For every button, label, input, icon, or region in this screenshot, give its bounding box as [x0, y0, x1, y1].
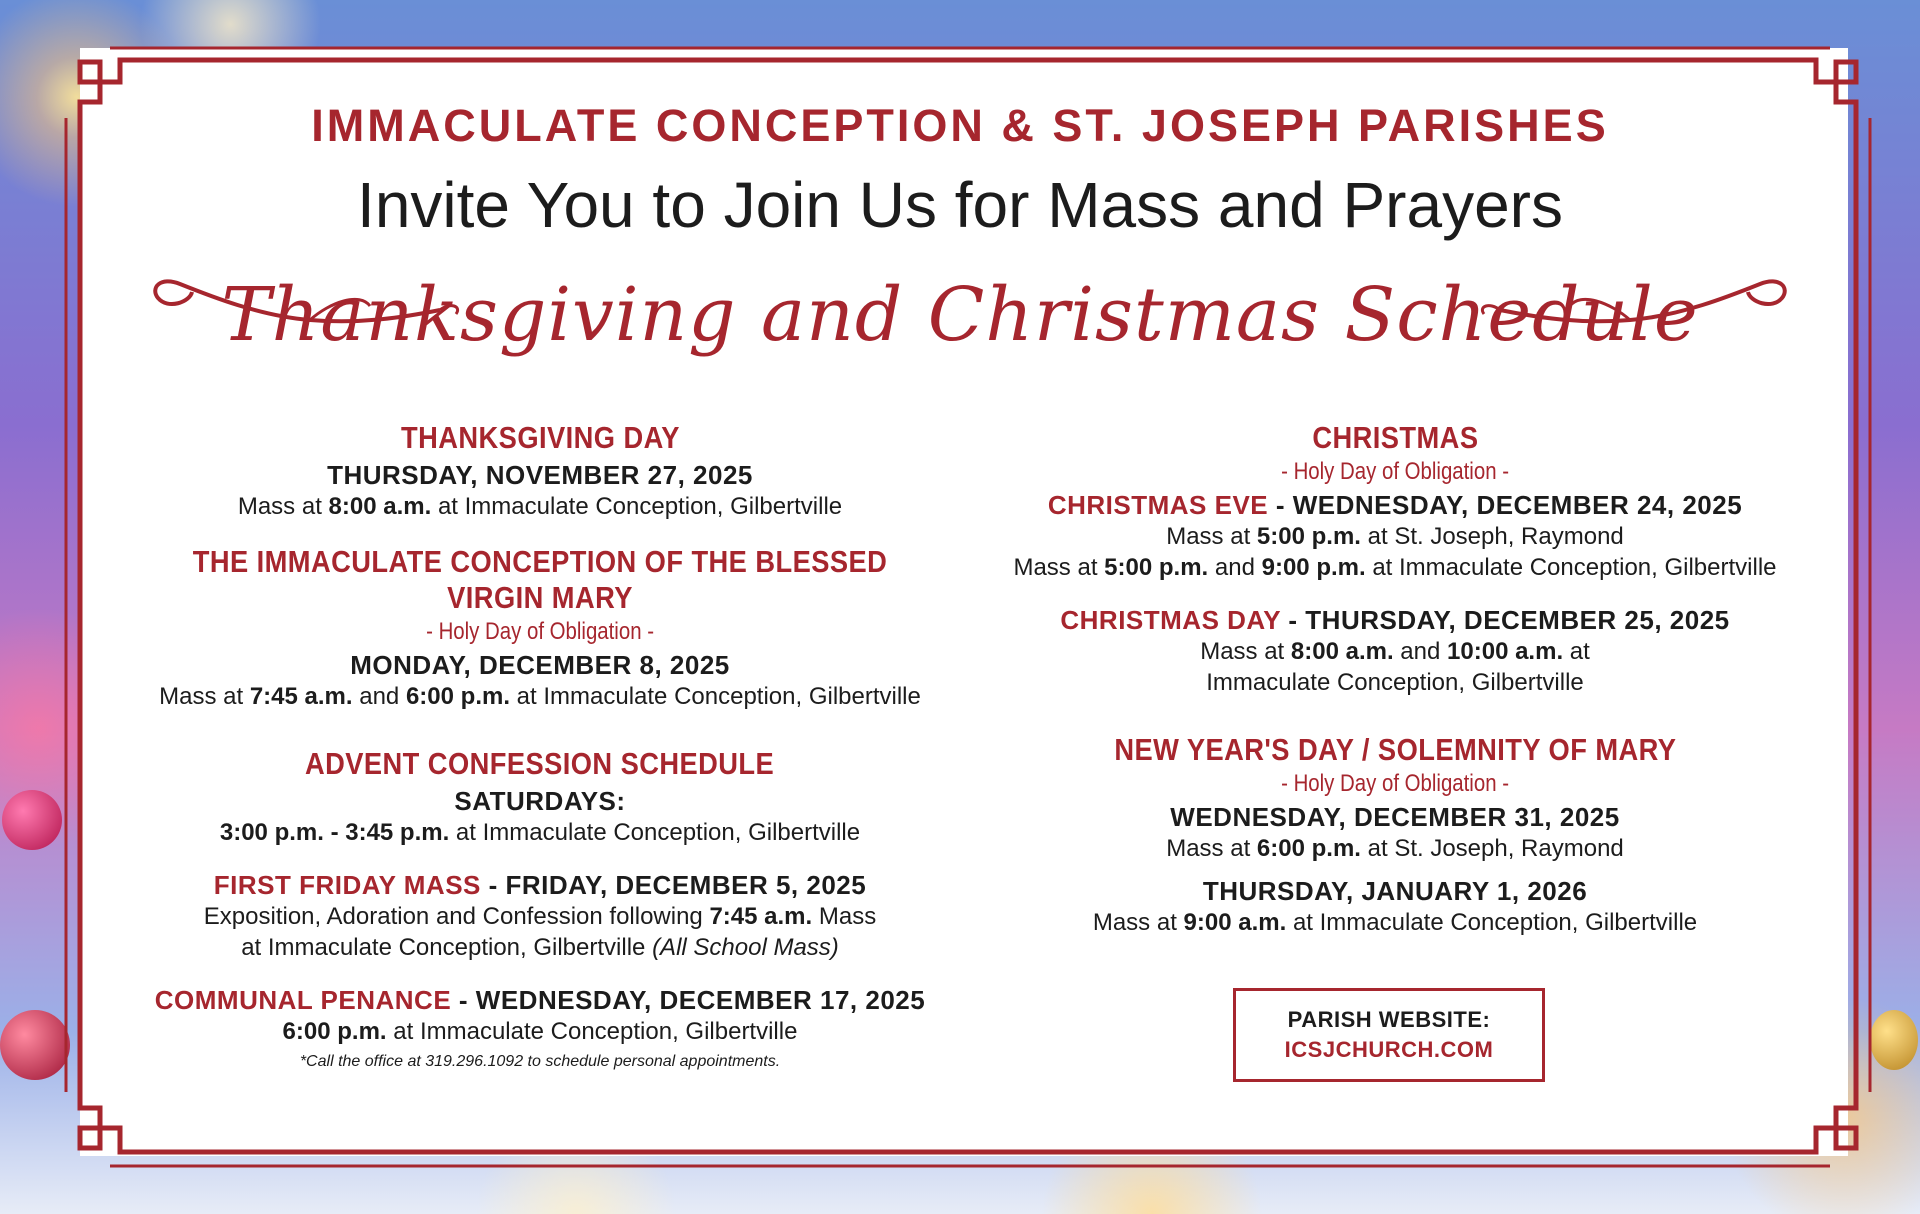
- section-heading-line: CHRISTMAS DAY - THURSDAY, DECEMBER 25, 2025: [1060, 605, 1730, 635]
- holy-day-label: - Holy Day of Obligation -: [1281, 770, 1509, 797]
- section-date: SATURDAYS:: [454, 786, 626, 816]
- mass-time-line: Mass at 8:00 a.m. and 10:00 a.m. at: [1200, 638, 1590, 665]
- mass-time-line: Mass at 5:00 p.m. and 9:00 p.m. at Immaculate Conception, Gilbertville: [1013, 554, 1777, 581]
- section-heading: THANKSGIVING DAY: [400, 420, 680, 455]
- detail-line: at Immaculate Conception, Gilbertville (All School Mass): [241, 934, 839, 961]
- section-heading-line: CHRISTMAS EVE - WEDNESDAY, DECEMBER 24, 2025: [1047, 490, 1743, 520]
- mass-time-line: Mass at 7:45 a.m. and 6:00 p.m. at Immaculate Conception, Gilbertville: [159, 683, 921, 710]
- script-title: Thanksgiving and Christmas Schedule: [221, 272, 1699, 358]
- section-date: MONDAY, DECEMBER 8, 2025: [350, 650, 730, 680]
- section-heading-line: COMMUNAL PENANCE - WEDNESDAY, DECEMBER 17, 2025: [154, 985, 926, 1015]
- detail-line: 6:00 p.m. at Immaculate Conception, Gilbertville: [282, 1018, 798, 1045]
- parish-website-box: [1233, 988, 1545, 1082]
- advent-confession-section: [110, 746, 970, 848]
- ornament-ball: [0, 1010, 70, 1080]
- section-date: THURSDAY, JANUARY 1, 2026: [1202, 876, 1588, 906]
- christmas-day-section: [975, 605, 1815, 698]
- christmas-section: [975, 420, 1815, 486]
- website-label: PARISH WEBSITE:: [1287, 1007, 1491, 1032]
- immaculate-conception-section: [110, 544, 970, 712]
- parish-names: IMMACULATE CONCEPTION & ST. JOSEPH PARISHES: [311, 100, 1609, 151]
- invite-line: Invite You to Join Us for Mass and Prayers: [357, 169, 1563, 241]
- right-column: [975, 420, 1815, 960]
- section-heading: NEW YEAR'S DAY / SOLEMNITY OF MARY: [1113, 732, 1677, 767]
- holy-day-label: - Holy Day of Obligation -: [1281, 458, 1509, 485]
- mass-time-line: Mass at 6:00 p.m. at St. Joseph, Raymond: [1166, 835, 1624, 862]
- section-date: WEDNESDAY, DECEMBER 31, 2025: [1170, 802, 1620, 832]
- section-heading: ADVENT CONFESSION SCHEDULE: [305, 746, 775, 781]
- holy-day-label: - Holy Day of Obligation -: [426, 618, 654, 645]
- confession-time-line: 3:00 p.m. - 3:45 p.m. at Immaculate Conception, Gilbertville: [219, 819, 861, 846]
- mass-time-line: Mass at 9:00 a.m. at Immaculate Conception, Gilbertville: [1092, 909, 1698, 936]
- section-heading-line: FIRST FRIDAY MASS - FRIDAY, DECEMBER 5, 2025: [213, 870, 867, 900]
- section-heading: CHRISTMAS: [1311, 420, 1479, 455]
- thanksgiving-section: [110, 420, 970, 522]
- communal-penance-section: [110, 985, 970, 1071]
- new-years-section: [975, 732, 1815, 938]
- ornament-ball: [2, 790, 62, 850]
- first-friday-section: [110, 870, 970, 963]
- section-heading: THE IMMACULATE CONCEPTION OF THE BLESSED VIRGIN MARY: [192, 544, 888, 615]
- detail-line: Exposition, Adoration and Confession following 7:45 a.m. Mass: [203, 903, 877, 930]
- christmas-eve-section: [975, 490, 1815, 583]
- left-column: [110, 420, 970, 1093]
- ornament-ball: [1870, 1010, 1918, 1070]
- section-date: THURSDAY, NOVEMBER 27, 2025: [327, 460, 753, 490]
- mass-time-line: Mass at 5:00 p.m. at St. Joseph, Raymond: [1166, 523, 1624, 550]
- mass-time-line: Mass at 8:00 a.m. at Immaculate Conception, Gilbertville: [237, 493, 843, 520]
- footnote: *Call the office at 319.296.1092 to schedule personal appointments.: [299, 1053, 781, 1070]
- website-link[interactable]: ICSJCHURCH.COM: [1284, 1037, 1494, 1062]
- mass-location-line: Immaculate Conception, Gilbertville: [1206, 669, 1584, 696]
